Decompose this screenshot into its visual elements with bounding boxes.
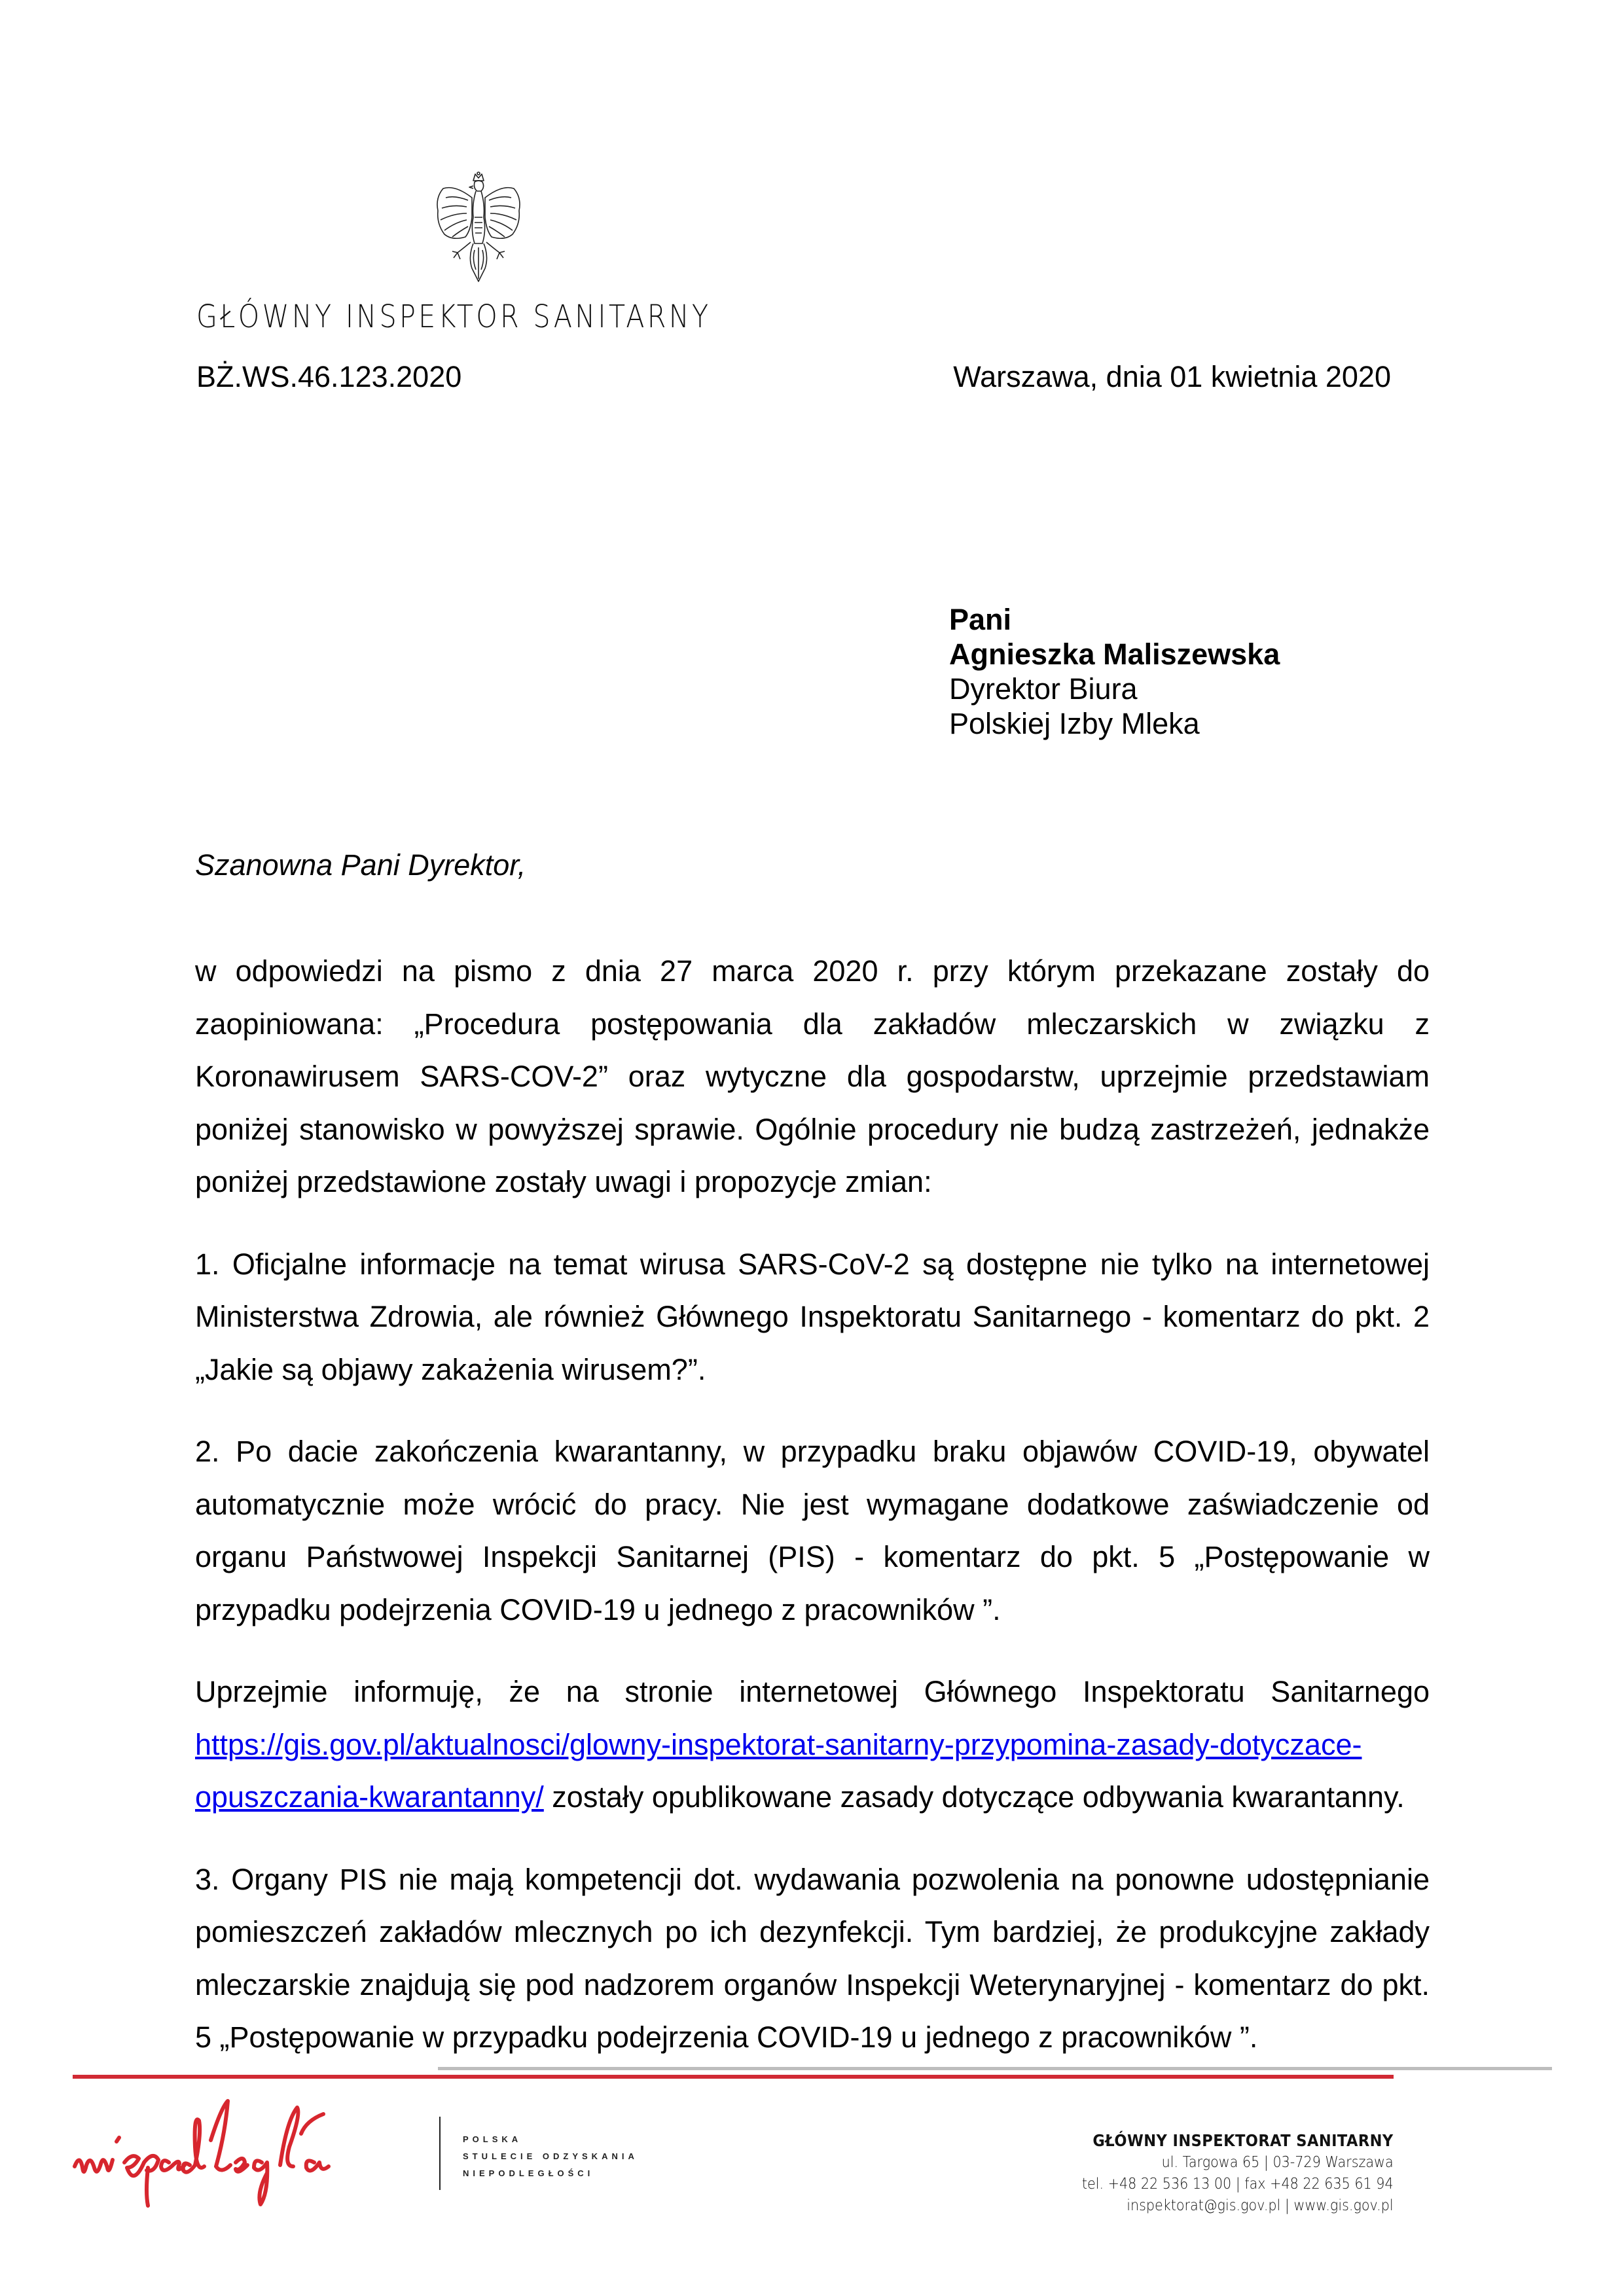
place-and-date: Warszawa, dnia 01 kwietnia 2020 — [953, 360, 1391, 393]
letter-body — [195, 945, 1430, 2094]
polish-eagle-emblem-icon — [429, 171, 528, 283]
logo-line-3: NIEPODLEGŁOŚCI — [463, 2168, 594, 2178]
organization-title: GŁÓWNY INSPEKTOR SANITARNY — [196, 298, 712, 335]
footer-phone-fax: tel. +48 22 536 13 00 | fax +48 22 635 61 94 — [1082, 2176, 1394, 2193]
footer-address: ul. Targowa 65 | 03-729 Warszawa — [1161, 2154, 1394, 2171]
addressee-organization: Polskiej Izby Mleka — [949, 707, 1200, 740]
addressee-name: Agnieszka Maliszewska — [949, 637, 1280, 671]
addressee-salutation: Pani — [949, 603, 1012, 636]
link-paragraph-before: Uprzejmie informuję, że na stronie internetowej Głównego Inspektoratu Sanitarnego — [195, 1675, 1430, 1708]
centenary-logo-text — [463, 2131, 638, 2182]
reference-number: BŻ.WS.46.123.2020 — [196, 360, 462, 393]
paragraph-link-info — [195, 1666, 1430, 1824]
footer-gray-line — [438, 2067, 1552, 2070]
addressee-position: Dyrektor Biura — [949, 672, 1138, 706]
paragraph-point-2: 2. Po dacie zakończenia kwarantanny, w przypadku braku objawów COVID-19, obywatel automatycznie może wrócić do pracy. Nie jest wymagane dodatkowe zaświadczenie od organu Państwowej Inspekcji Sanitarnej (PIS) - komentarz do pkt. 5 „Postępowanie w przypadku podejrzenia COVID-19 u jednego z pracowników ”. — [195, 1435, 1430, 1626]
footer-contact-block — [1047, 2130, 1394, 2217]
paragraph-point-1: 1. Oficjalne informacje na temat wirusa SARS-CoV-2 są dostępne nie tylko na internetowej Ministerstwa Zdrowia, ale również Głównego Inspektoratu Sanitarnego - komentarz do pkt. 2 „Jakie są objawy zakażenia wirusem?”. — [195, 1247, 1430, 1386]
footer-organization: GŁÓWNY INSPEKTORAT SANITARNY — [1092, 2131, 1394, 2150]
logo-line-1: POLSKA — [463, 2134, 522, 2144]
quarantine-rules-link[interactable]: https://gis.gov.pl/aktualnosci/glowny-inspektorat-sanitarny-przypomina-zasady-dotyczace-opuszczania-kwarantanny/ — [195, 1727, 1362, 1814]
niepodlegla-logo-icon — [71, 2094, 418, 2212]
paragraph-point-3: 3. Organy PIS nie mają kompetencji dot. wydawania pozwolenia na ponowne udostępnianie pomieszczeń zakładów mlecznych po ich dezynfekcji. Tym bardziej, że produkcyjne zakłady mleczarskie znajdują się pod nadzorem organów Inspekcji Weterynaryjnej - komentarz do pkt. 5 „Postępowanie w przypadku podejrzenia COVID-19 u jednego z pracowników ”. — [195, 1862, 1430, 2054]
addressee-block — [949, 602, 1280, 741]
letter-salutation: Szanowna Pani Dyrektor, — [195, 848, 526, 882]
footer-red-line — [73, 2075, 1394, 2079]
link-paragraph-after: zostały opublikowane zasady dotyczące odbywania kwarantanny. — [543, 1780, 1405, 1814]
paragraph-intro: w odpowiedzi na pismo z dnia 27 marca 2020 r. przy którym przekazane zostały do zaopiniowana: „Procedura postępowania dla zakładów mleczarskich w związku z Koronawirusem SARS-COV-2” oraz wytyczne dla gospodarstw, uprzejmie przedstawiam poniżej stanowisko w powyższej sprawie. Ogólnie procedury nie budzą zastrzeżeń, jednakże poniżej przedstawione zostały uwagi i propozycje zmian: — [195, 954, 1430, 1198]
logo-divider — [439, 2117, 441, 2190]
footer-email-web: inspektorat@gis.gov.pl | www.gis.gov.pl — [1127, 2197, 1394, 2214]
logo-line-2: STULECIE ODZYSKANIA — [463, 2151, 638, 2161]
